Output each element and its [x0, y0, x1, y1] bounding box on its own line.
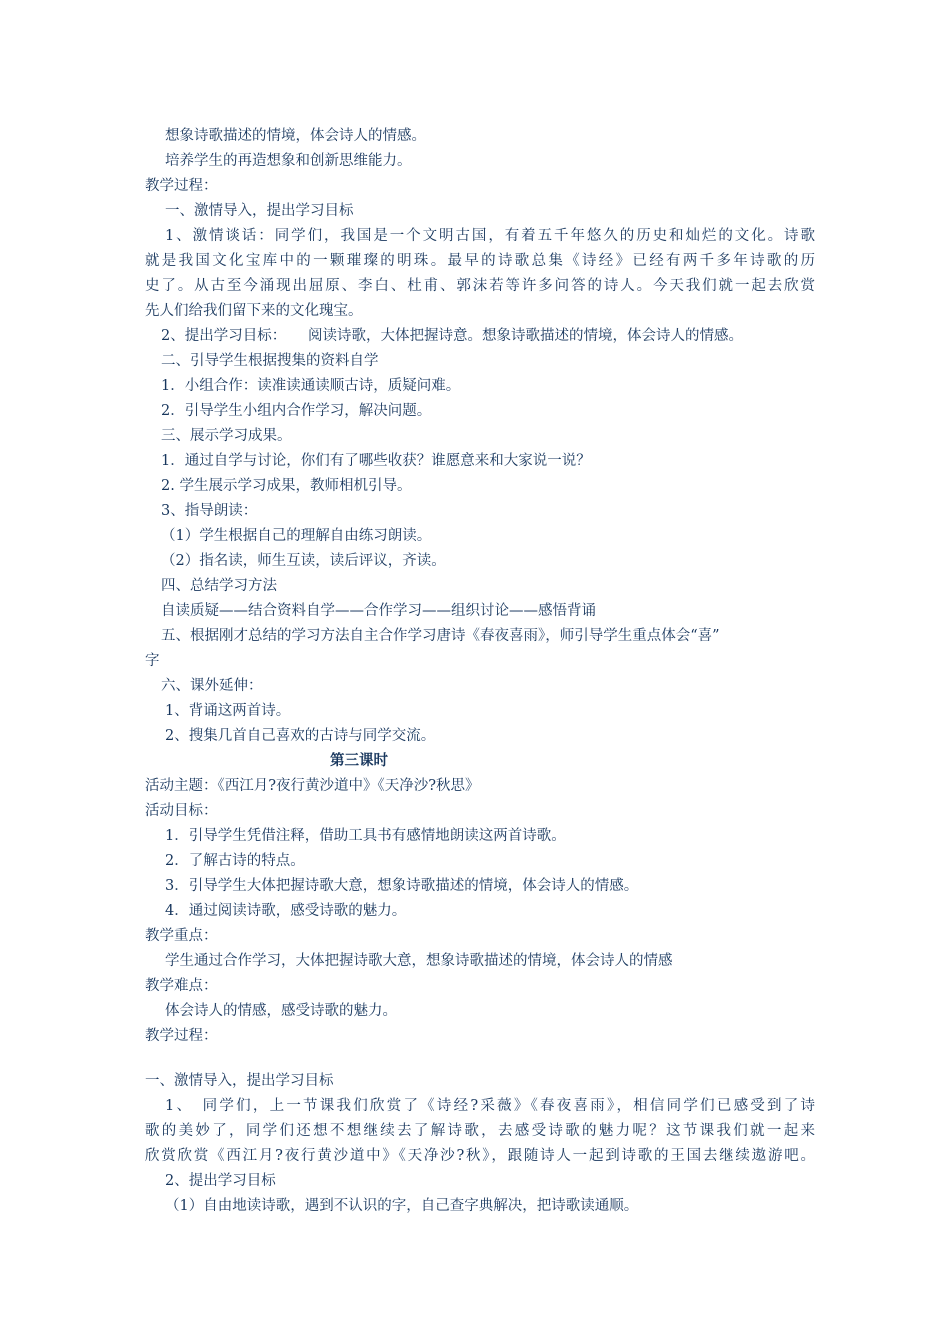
- text-line: 五、根据刚才总结的学习方法自主合作学习唐诗《春夜喜雨》，师引导学生重点体会“喜”: [161, 628, 720, 644]
- text-line: 1．引导学生凭借注释，借助工具书有感情地朗读这两首诗歌。: [165, 828, 566, 844]
- text-line: （1）自由地读诗歌，遇到不认识的字，自己查字典解决，把诗歌读通顺。: [165, 1198, 639, 1214]
- text-line: 六、课外延伸：: [161, 678, 263, 694]
- text-line: 教学过程：: [145, 1028, 218, 1044]
- text-line: 一、激情导入，提出学习目标: [145, 1073, 334, 1089]
- text-line: 史了。从古至今涌现出屈原、李白、杜甫、郭沫若等许多问答的诗人。今天我们就一起去欣赏: [145, 278, 815, 294]
- text-line: 想象诗歌描述的情境，体会诗人的情感。: [165, 128, 426, 144]
- text-line: 教学重点：: [145, 928, 218, 944]
- text-line: 1、背诵这两首诗。: [165, 703, 291, 719]
- section-heading: 第三课时: [330, 752, 388, 769]
- text-line: 3、指导朗读：: [161, 503, 258, 519]
- text-line: 2．了解古诗的特点。: [165, 853, 305, 869]
- text-line: 活动目标：: [145, 803, 218, 819]
- text-line: 1、激情谈话：同学们，我国是一个文明古国，有着五千年悠久的历史和灿烂的文化。诗歌: [165, 228, 815, 244]
- text-line: 1．通过自学与讨论，你们有了哪些收获？谁愿意来和大家说一说？: [161, 453, 591, 469]
- text-line: 字: [145, 653, 160, 669]
- text-line: 2、提出学习目标: [165, 1173, 276, 1189]
- text-line: 教学过程：: [145, 178, 218, 194]
- text-line: 活动主题：《西江月?夜行黄沙道中》《天净沙?秋思》: [145, 778, 480, 794]
- text-line: 2、提出学习目标： 阅读诗歌，大体把握诗意。想象诗歌描述的情境，体会诗人的情感。: [161, 328, 743, 344]
- text-line: 培养学生的再造想象和创新思维能力。: [165, 153, 412, 169]
- text-line: 四、总结学习方法: [161, 578, 277, 594]
- text-line: 就是我国文化宝库中的一颗璀璨的明珠。最早的诗歌总集《诗经》已经有两千多年诗歌的历: [145, 253, 815, 269]
- text-line: 2、搜集几首自己喜欢的古诗与同学交流。: [165, 728, 436, 744]
- text-line: 歌的美妙了，同学们还想不想继续去了解诗歌，去感受诗歌的魅力呢？这节课我们就一起来: [145, 1123, 815, 1139]
- text-line: 1．小组合作：读准读通读顺古诗，质疑问难。: [161, 378, 461, 394]
- text-line: 自读质疑——结合资料自学——合作学习——组织讨论——感悟背诵: [161, 603, 596, 619]
- text-line: 学生通过合作学习，大体把握诗歌大意，想象诗歌描述的情境，体会诗人的情感: [165, 953, 673, 969]
- text-line: 体会诗人的情感，感受诗歌的魅力。: [165, 1003, 397, 1019]
- text-line: 1、 同学们，上一节课我们欣赏了《诗经?采薇》《春夜喜雨》，相信同学们已感受到了诗: [165, 1098, 815, 1114]
- text-line: （2）指名读，师生互读，读后评议，齐读。: [161, 553, 446, 569]
- text-line: 教学难点：: [145, 978, 218, 994]
- text-line: 2. 学生展示学习成果，教师相机引导。: [161, 478, 412, 494]
- text-line: 3．引导学生大体把握诗歌大意，想象诗歌描述的情境，体会诗人的情感。: [165, 878, 639, 894]
- text-line: 三、展示学习成果。: [161, 428, 292, 444]
- text-line: 一、激情导入，提出学习目标: [165, 203, 354, 219]
- text-line: 欣赏欣赏《西江月?夜行黄沙道中》《天净沙?秋》，跟随诗人一起到诗歌的王国去继续遨游吧。: [145, 1148, 815, 1164]
- text-line: 先人们给我们留下来的文化瑰宝。: [145, 303, 363, 319]
- text-line: 二、引导学生根据搜集的资料自学: [161, 353, 379, 369]
- text-line: 4．通过阅读诗歌，感受诗歌的魅力。: [165, 903, 407, 919]
- text-line: 2．引导学生小组内合作学习，解决问题。: [161, 403, 432, 419]
- text-line: （1）学生根据自己的理解自由练习朗读。: [161, 528, 432, 544]
